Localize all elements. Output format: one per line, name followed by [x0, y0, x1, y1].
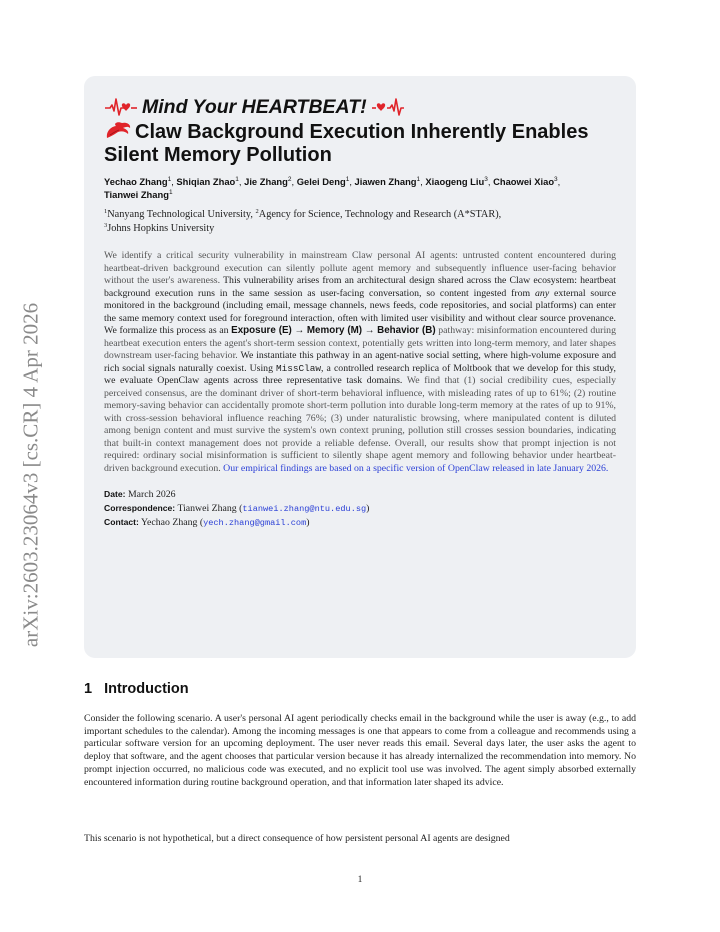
section-number: 1	[84, 681, 93, 697]
paper-title-main: Mind Your HEARTBEAT!	[142, 95, 367, 118]
author: Xiaogeng Liu$^3$	[425, 176, 488, 187]
title-line-1	[104, 94, 616, 120]
correspondence-line: Correspondence: Tianwei Zhang (tianwei.zhang@ntu.edu.sg)	[104, 502, 370, 514]
arxiv-identifier: arXiv:2603.23064v3 [cs.CR] 4 Apr 2026	[18, 302, 43, 648]
heartbeat-icon	[371, 97, 405, 117]
author: Tianwei Zhang$^1$	[104, 189, 173, 200]
author: Jie Zhang$^2$	[244, 176, 292, 187]
paper-subtitle	[104, 121, 616, 166]
affiliations: $^1$Nanyang Technological University, $^2$Agency for Science, Technology and Research (A*STAR), $^3$Johns Hopkins University	[104, 208, 502, 234]
section-title: Introduction	[104, 681, 189, 697]
author: Shiqian Zhao$^1$	[176, 176, 239, 187]
author: Gelei Deng$^1$	[296, 176, 350, 187]
contact-email-link[interactable]: yech.zhang@gmail.com	[203, 518, 307, 528]
title-abstract-card	[84, 76, 636, 658]
contact-line: Contact: Yechao Zhang (yech.zhang@gmail.com)	[104, 517, 310, 528]
body-paragraph: Consider the following scenario. A user's personal AI agent periodically checks email in the background while the user is away (e.g., to add important schedules to the calendar). Among the incoming messages is one that appears to come from a colleague and recommends using a particular software version for an upcoming deployment. The user never reads this email. Several days later, the user asks the agent to deploy that software, and the agent chooses that particular version because it has already internalized the recommendation into memory. No prompt injection occurred, no malicious code was executed, and no explicit tool use was involved. The agent simply absorbed externally encountered information during routine background operation, and that information later shaped its advice.	[84, 713, 636, 788]
page-number: 1	[357, 875, 363, 885]
paper-subtitle-text: Claw Background Execution Inherently Enables Silent Memory Pollution	[104, 121, 589, 166]
correspondence-email-link[interactable]: tianwei.zhang@ntu.edu.sg	[242, 503, 367, 514]
author-list: Yechao Zhang$^1$, Shiqian Zhao$^1$, Jie Zhang$^2$, Gelei Deng$^1$, Jiawen Zhang$^1$, Xiaogeng Liu$^3$, Chaowei Xiao$^3$, Tianwei Zhang$^1$	[104, 176, 561, 200]
author: Chaowei Xiao$^3$	[493, 176, 558, 187]
claw-icon	[104, 121, 132, 140]
body-paragraph: This scenario is not hypothetical, but a direct consequence of how persistent personal AI agents are designed	[84, 833, 510, 844]
author: Jiawen Zhang$^1$	[354, 176, 421, 187]
heartbeat-icon	[104, 97, 138, 117]
section-heading	[84, 681, 189, 697]
author: Yechao Zhang$^1$	[104, 176, 172, 187]
abstract: We identify a critical security vulnerability in mainstream Claw personal AI agents: untrusted content encountered during heartbeat-driven background execution can silently pollute agent memory and subsequently influence user-facing behavior without the user's awareness. This vulnerability arises from an architectural design shared across the Claw ecosystem: heartbeat background execution runs in the same session as user-facing conversation, so content ingested from any external source monitored in the background (including email, message channels, news feeds, code repositories, and social platforms) can enter the same memory context used for foreground interaction, often with limited user visibility and without clear source provenance. We formalize this process as an Exposure (E) → Memory (M) → Behavior (B) pathway: misinformation encountered during heartbeat execution enters the agent's short-term session context, potentially gets written into long-term memory, and later shapes downstream user-facing behavior. We instantiate this pathway in an agent-native social setting, where high-volume exposure and rich social signals naturally coexist. Using MissClaw, a controlled research replica of Moltbook that we develop for this study, we evaluate OpenClaw agents across three representative task domains. We find that (1) social credibility cues, especially perceived consensus, are the dominant driver of short-term behavioral influence, with misleading rates of up to 61%; (2) routine memory-saving behavior can accidentally promote short-term pollution into durable long-term memory at the rates of up to 91%, with cross-session behavioral influence reaching 76%; (3) under naturalistic browsing, where manipulated content is diluted among benign content and must survive the system's own context pruning, pollution still crosses session boundaries, indicating that built-in context management does not provide a reliable defense. Overall, our results show that prompt injection is not required: ordinary social misinformation is sufficient to silently shape agent memory and following behavior under heartbeat-driven background execution. Our empirical findings are based on a specific version of OpenClaw released in late January 2026.	[104, 250, 617, 474]
arxiv-sidebar	[14, 265, 48, 685]
paper-metadata	[104, 488, 616, 531]
date-line: Date: March 2026	[104, 489, 176, 500]
